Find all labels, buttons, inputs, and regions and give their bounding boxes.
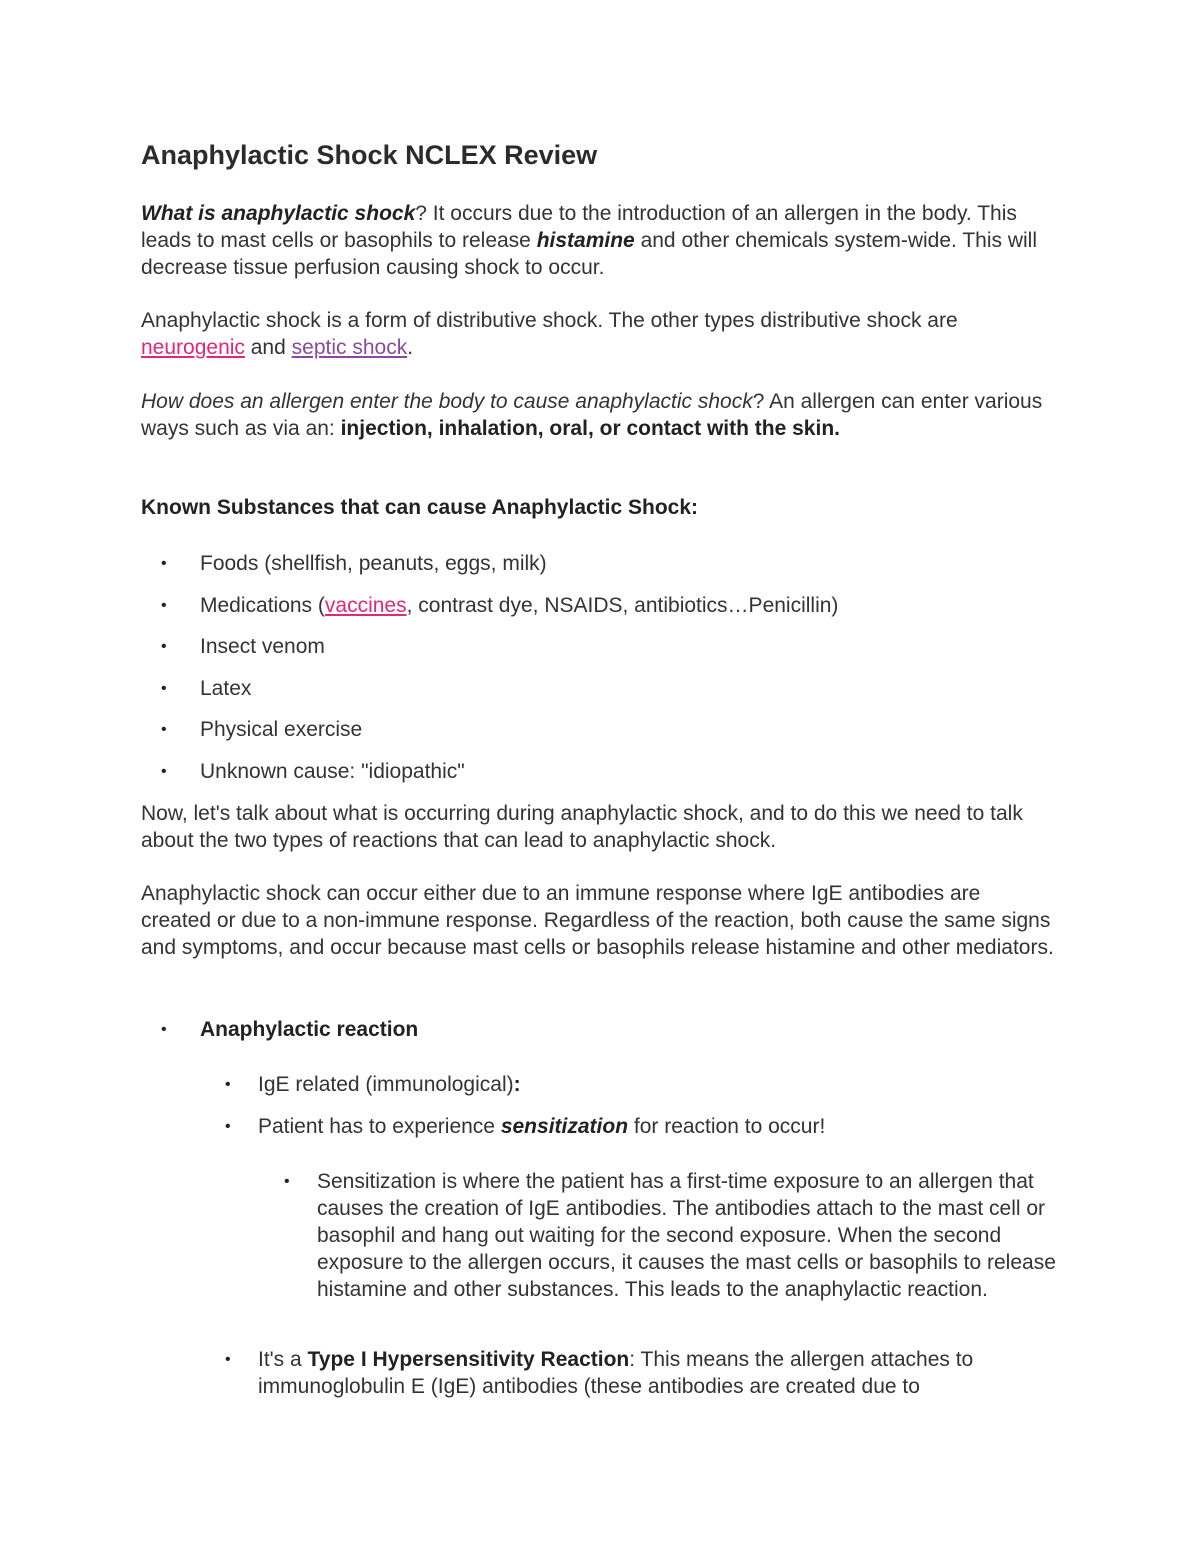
item-text — [200, 592, 838, 619]
paragraph-distributive — [141, 307, 1056, 361]
bullet-icon: • — [161, 721, 167, 739]
item-text: Sensitization is where the patient has a first-time exposure to an allergen that causes the creation of IgE antibodies. The antibodies attach to the mast cell or basophil and hang out waiting for the second exposure. When the second exposure to the allergen occurs, it causes the mast cells or basophils to release histamine and other substances. This leads to the anaphylactic reaction. — [317, 1170, 1056, 1301]
list-item — [141, 716, 1041, 758]
reaction-list — [141, 1016, 1061, 1043]
type-one-term: Type I Hypersensitivity Reaction — [307, 1348, 630, 1371]
text-span: . — [407, 336, 414, 359]
question-text: How does an allergen enter the body to cause anaphylactic shock — [141, 390, 753, 413]
bullet-icon: • — [161, 638, 167, 656]
text-span: and other chemicals system-wide. This will decrease tissue perfusion causing shock to occur. — [141, 229, 1037, 279]
list-item — [141, 550, 1041, 592]
list-item — [141, 1071, 1061, 1113]
list-item — [141, 592, 1041, 634]
list-item — [141, 1113, 1061, 1155]
item-text — [258, 1113, 825, 1140]
text-span: : — [513, 1073, 521, 1096]
paragraph-what-is — [141, 200, 1056, 281]
septic-shock-link[interactable]: septic shock — [291, 336, 408, 359]
reaction-heading: Anaphylactic reaction — [200, 1018, 419, 1041]
text-span: and — [244, 336, 292, 359]
text-span: ? It occurs due to the introduction of an allergen in the body. This leads to mast cells or basophils to release — [141, 202, 1017, 252]
sensitization-list — [141, 1168, 1061, 1338]
text-span: Medications ( — [200, 593, 325, 617]
text-span: Anaphylactic shock is a form of distributive shock. The other types distributive shock are — [141, 309, 958, 332]
text-span: , contrast dye, NSAIDS, antibiotics…Penicillin) — [406, 593, 839, 617]
bullet-icon: • — [161, 679, 167, 697]
paragraph-allergen-entry — [141, 388, 1056, 442]
item-text: Insect venom — [200, 635, 325, 659]
vaccines-link[interactable]: vaccines — [324, 593, 407, 617]
list-item — [141, 1016, 1061, 1043]
bullet-icon: • — [284, 1173, 290, 1190]
substances-list — [141, 550, 1041, 800]
bullet-icon: • — [225, 1118, 231, 1135]
page-title: Anaphylactic Shock NCLEX Review — [141, 140, 598, 170]
item-text: Physical exercise — [200, 718, 363, 742]
neurogenic-link[interactable]: neurogenic — [141, 336, 245, 359]
item-text: Unknown cause: "idiopathic" — [200, 759, 465, 783]
bullet-icon: • — [225, 1351, 231, 1368]
bullet-icon: • — [161, 596, 167, 614]
sensitization-term: sensitization — [500, 1115, 629, 1138]
list-item — [141, 1168, 1061, 1338]
bullet-icon: • — [225, 1076, 231, 1093]
bullet-icon: • — [161, 555, 167, 572]
reaction-sublist — [141, 1071, 1061, 1155]
item-text — [258, 1346, 1048, 1400]
substances-heading: Known Substances that can cause Anaphylactic Shock: — [141, 496, 699, 519]
text-span: It's a — [258, 1348, 308, 1371]
list-item — [141, 1346, 1061, 1400]
list-item — [141, 758, 1041, 800]
histamine-term: histamine — [536, 229, 635, 252]
paragraph-immune-response: Anaphylactic shock can occur either due to an immune response where IgE antibodies are created or due to a non-immune response. Regardless of the reaction, both cause the same signs and symptoms, and occur because mast cells or basophils release histamine and other mediators. — [141, 882, 1054, 959]
text-span: Patient has to experience — [258, 1115, 501, 1138]
item-text: Latex — [200, 676, 252, 700]
entry-routes: injection, inhalation, oral, or contact with the skin. — [340, 417, 840, 440]
list-item — [141, 633, 1041, 675]
item-text — [258, 1071, 521, 1098]
text-span: IgE related (immunological) — [258, 1073, 514, 1096]
question-text: What is anaphylactic shock — [141, 202, 416, 225]
bullet-icon: • — [161, 762, 167, 780]
item-text: Foods (shellfish, peanuts, eggs, milk) — [200, 552, 547, 575]
hypersensitivity-list — [141, 1346, 1061, 1400]
paragraph-two-types: Now, let's talk about what is occurring during anaphylactic shock, and to do this we need to talk about the two types of reactions that can lead to anaphylactic shock. — [141, 802, 1023, 852]
list-item — [141, 675, 1041, 717]
text-span: : This means the allergen attaches to immunoglobulin E (IgE) antibodies (these antibodies are created due to — [258, 1348, 974, 1398]
text-span: ? An allergen can enter various ways such as via an: — [141, 390, 1043, 440]
text-span: for reaction to occur! — [628, 1115, 826, 1138]
bullet-icon: • — [161, 1021, 167, 1038]
